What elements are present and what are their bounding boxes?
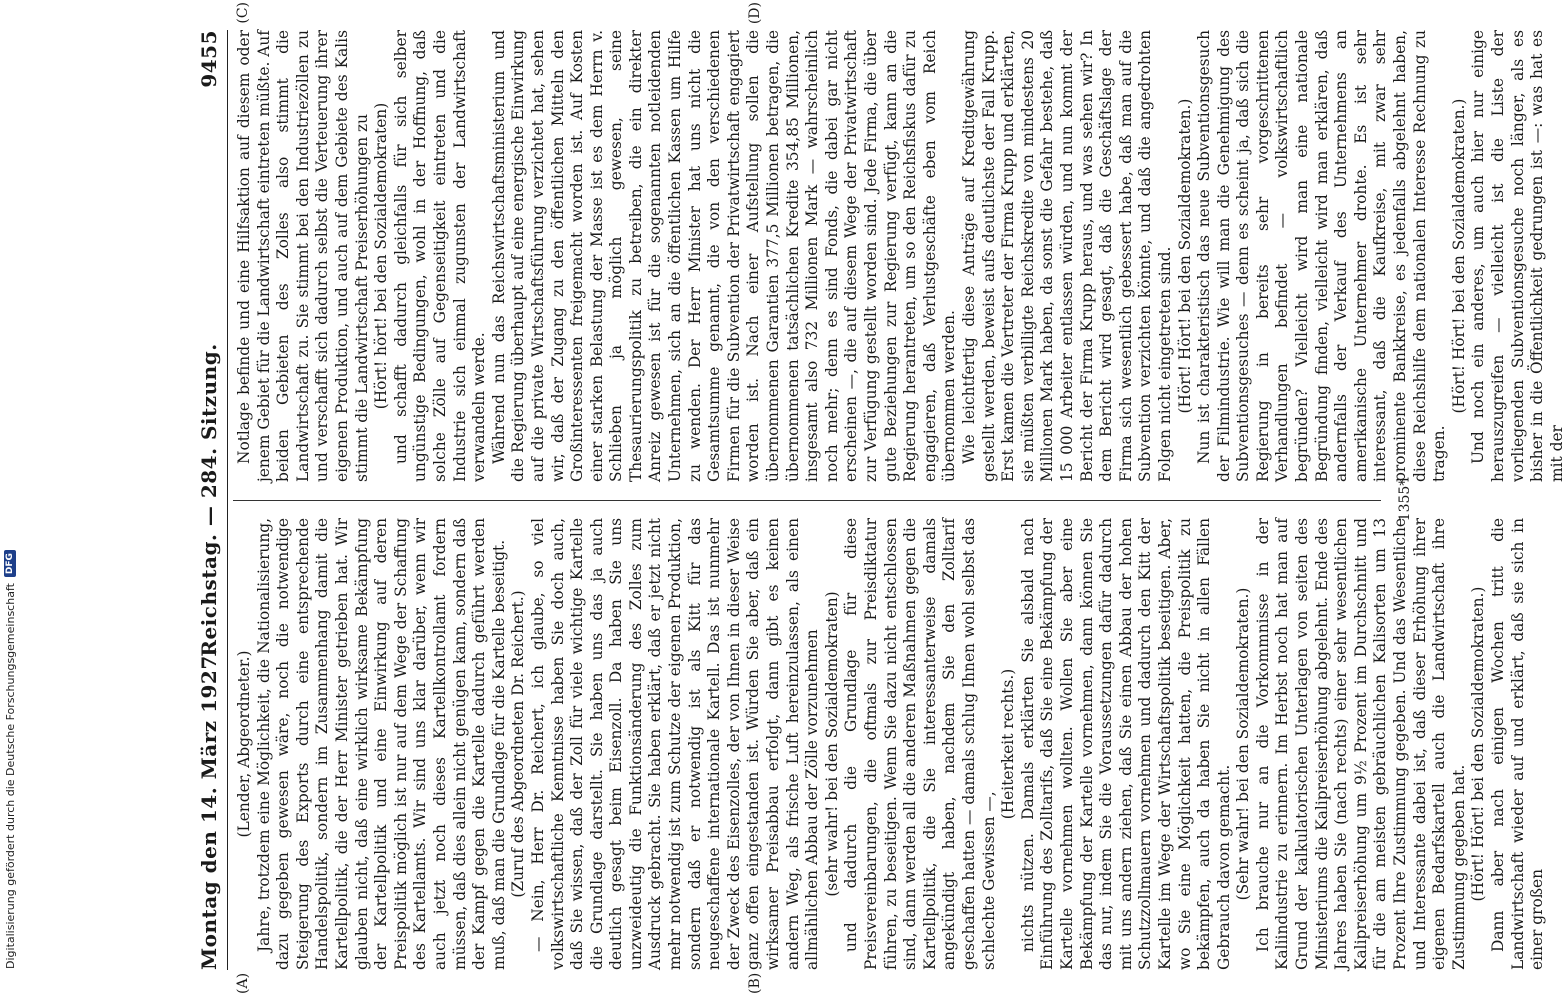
- paragraph: und dadurch die Grundlage für diese Preisvereinbarungen, die oftmals zur Preisdiktatur führen, zu beseitigen. Wenn Sie dazu nicht entschlossen sind, dann werden all die anderen Maßnahmen gegen die Kartellpolitik, die Sie interessanterweise damals angekündigt haben, nachdem Sie den Zolltarif geschaffen hatten — damals schlug Ihnen wohl selbst das schlechte Gewissen —,: [842, 518, 998, 970]
- paragraph: (sehr wahr! bei den Sozialdemokraten): [822, 591, 841, 897]
- paragraph: (Hört! Hört! bei den Sozialdemokraten.): [1175, 98, 1194, 414]
- newspaper-sheet: [187, 0, 1566, 1000]
- paragraph: (Lender, Abgeordneter.): [235, 650, 253, 838]
- margin-marker-d: (D): [747, 2, 763, 25]
- paragraph: (Heiterkeit rechts.): [999, 668, 1018, 820]
- paragraph: Wie leichtfertig diese Anträge auf Kreditgewährung gestellt werden, beweist aufs deutlichste der Fall Krupp. Erst kamen die Vertreter der Firma Krupp und erklärten, sie müßten verbilligte Reichskredite von mindestens 20 Millionen Mark haben, da sonst die Gefahr bestehe, daß 15 000 Arbeiter entlassen würden, und nun kommt der Bericht der Firma Krupp heraus, und was sehen wir? In dem Bericht wird gesagt, daß die Geschäftslage der Firma sich wesentlich gebessert habe, daß man auf die Subvention verzichten könnte, und daß die angedrohten Folgen nicht eingetreten sind.: [959, 30, 1174, 482]
- paragraph: Nun ist charakteristisch das neue Subventionsgesuch der Filmindustrie. Wie will man die Genehmigung des Subventionsgesuches — denn es scheint ja, daß sich die Regierung in bereits sehr vorgeschrittenen Verhandlungen befindet — volkswirtschaftlich begründen? Vielleicht wird man eine nationale Begründung finden, vielleicht wird man erklären, daß andernfalls der Verkauf des Unternehmens an amerikanische Unternehmer drohte. Es ist sehr interessant, daß die Kaufkreise, mit zwar sehr prominente Bankkreise, es jedenfalls abgelehnt haben, diese Reichshilfe dem nationalen Interesse Rechnung zu tragen.: [1195, 30, 1449, 482]
- column-divider: [233, 500, 1381, 501]
- paragraph: (Hört! hört! bei den Sozialdemokraten): [372, 102, 391, 410]
- paragraph: — Nein, Herr Dr. Reichert, ich glaube, so viel volkswirtschaftliche Kenntnisse haben Sie doch auch, daß Sie wissen, daß der Zoll für viele wichtige Kartelle die Grundlage darstellt. Sie haben uns das ja auch deutlich gesagt beim Eisenzoll. Da haben Sie uns unzweideutig die Funktionsänderung des Zolles zum Ausdruck gebracht. Sie haben erklärt, daß er jetzt nicht mehr notwendig ist zum Schutze der eigenen Produktion, sondern daß er notwendig ist als Kitt für das neugeschaffene internationale Kartell. Das ist nunmehr der Zweck des Eisenzolles, der von Ihnen in dieser Weise ganz offen eingestanden ist. Würden Sie aber, daß ein wirksamer Preisabbau erfolgt, dann gibt es keinen andern Weg, als frische Luft hereinzulassen, als einen allmählichen Abbau der Zölle vorzunehmen: [528, 518, 822, 970]
- paragraph: Und noch ein anderes, um auch hier nur einige herauszugreifen — vielleicht ist die Liste der vorliegenden Subventionsgesuche noch länger, als es bisher in die Öffentlichkeit gedrungen ist —: was hat es mit der: [1469, 30, 1566, 482]
- header-date: Montag den 14. März 1927.: [197, 647, 221, 970]
- paragraph: Notlage befinde und eine Hilfsaktion auf diesem oder jenem Gebiet für die Landwirtschaft eintreten müßte. Auf beiden Gebieten des Zolles also stimmt die Landwirtschaft zu. Sie stimmt bei den Industriezöllen zu und verschafft sich dadurch selbst die Verteuerung ihrer eigenen Produktion, und auch auf dem Gebiete des Kalis stimmt die Landwirtschaft Preiserhöhungen zu: [235, 30, 371, 482]
- paragraph: (Zuruf des Abgeordneten Dr. Reichert.): [509, 590, 528, 898]
- paragraph: (Hört! Hört! bei den Sozialdemokraten.): [1469, 586, 1488, 902]
- paragraph: Während nun das Reichswirtschaftsministerium und die Regierung überhaupt auf eine energische Einwirkung auf die private Wirtschaftsführung verzichtet hat, sehen wir, daß der Zugang zu den öffentlichen Mitteln den Großinteressenten freigemacht worden ist. Auf Kosten einer starken Belastung der Masse ist es dem Herrn v. Schlieben ja möglich gewesen, seine Thesaurierungspolitik zu betreiben, die ein direkter Anreiz gewesen ist für die sogenannten notleidenden Unternehmen, sich an die öffentlichen Kassen um Hilfe zu wenden. Der Herr Minister hat uns nicht die Gesamtsumme genannt, die von den verschiedenen Firmen für die Subvention der Privatwirtschaft engagiert worden ist. Nach einer Aufstellung sollen die übernommenen Garantien 377,5 Millionen betragen, die übernommenen tatsächlichen Kredite 354,85 Millionen, insgesamt also 732 Millionen Mark — wahrscheinlich noch mehr; denn es sind Fonds, die dabei gar nicht erscheinen —, die auf diesem Wege der Privatwirtschaft zur Verfügung gestellt worden sind. Jede Firma, die über gute Beziehungen zur Regierung verfügt, kann an die Regierung herantreten, um so den Reichsfiskus dafür zu engagieren, daß Verlustgeschäfte eben vom Reich übernommen werden.: [489, 30, 959, 482]
- paragraph: (Hört! Hört! bei den Sozialdemokraten.): [1449, 98, 1468, 414]
- paragraph: und schafft dadurch gleichfalls für sich selber ungünstige Bedingungen, wohl in der Hoffnung, daß solche Zölle auf Gegenseitigkeit eintreten und die Industrie sich einmal zugunsten der Landwirtschaft verwandeln werde.: [391, 30, 489, 482]
- page-header: [195, 30, 223, 970]
- paragraph: (Sehr wahr! bei den Sozialdemokraten.): [1234, 587, 1253, 901]
- paragraph: Jahre, trotzdem eine Möglichkeit, die Nationalisierung, dazu gegeben gewesen wäre, noch die notwendige Steigerung des Exports durch eine entsprechende Handelspolitik, sondern im Zusammenhang damit die Kartellpolitik, die der Herr Minister getrieben hat. Wir glauben nicht, daß eine wirklich wirksame Bekämpfung der Kartellpolitik und eine Einwirkung auf deren Preispolitik möglich ist nur auf dem Wege der Schaffung des Kartellamts. Wir sind uns klar darüber, wenn wir auch jetzt noch dieses Kartellkontrollamt fordern müssen, daß dies allein nicht genügen kann, sondern daß der Kampf gegen die Kartelle dadurch geführt werden muß, daß man die Grundlage für die Kartelle beseitigt.: [254, 518, 508, 970]
- dfg-logo: DFG: [4, 550, 16, 577]
- margin-marker-a: (A): [235, 972, 251, 994]
- right-column: [235, 30, 1567, 482]
- digitization-credit: [0, 9, 21, 969]
- left-column: [235, 518, 1548, 970]
- credit-text: Digitalisierung gefördert durch die Deutsche Forschungsgemeinschaft: [3, 583, 17, 969]
- page-number: 9455: [197, 30, 221, 88]
- margin-marker-c: (C): [235, 2, 251, 24]
- paragraph: Dann aber nach einigen Wochen tritt die Landwirtschaft wieder auf und erklärt, daß sie sich in einer großen: [1489, 518, 1547, 970]
- paragraph: Ich brauche nur an die Vorkommnisse in der Kaliindustrie zu erinnern. Im Herbst noch hat man auf Grund der kalkulatorischen Unterlagen von seiten des Ministeriums die Kalipreiserhöhung abgelehnt. Ende des Jahres haben Sie (nach rechts) einer sehr wesentlichen Kalipreiserhöhung um 9½ Prozent im Durchschnitt und für die am meisten gebräuchlichen Kalisorten um 13 Prozent Ihre Zustimmung gegeben. Und das Wesentliche und Interessante dabei ist, daß dieser Erhöhung ihrer eigenen Bedarfskartell auch die Landwirtschaft ihre Zustimmung gegeben hat.: [1253, 518, 1468, 970]
- header-rule: [227, 30, 228, 970]
- paragraph: nichts nützen. Damals erklärten Sie alsbald nach Einführung des Zolltarifs, daß Sie eine Bekämpfung der Kartelle vornehmen wollten. Wollen Sie aber eine Bekämpfung der Kartelle vornehmen, dann können Sie das nur, indem Sie die Voraussetzungen dafür dadurch mit uns andern ziehen, daß Sie einen Abbau der hohen Schutzzollmauern vornehmen und dadurch den Kitt der Kartelle im Wege der Wirtschaftspolitik beseitigen. Aber, wo Sie eine Möglichkeit hatten, die Preispolitik zu bekämpfen, auch da haben Sie nicht in allen Fällen Gebrauch davon gemacht.: [1018, 518, 1233, 970]
- header-session: Reichstag. — 284. Sitzung.: [197, 343, 221, 657]
- sheet-mark: 1355*: [1397, 478, 1413, 522]
- margin-marker-b: (B): [747, 972, 763, 994]
